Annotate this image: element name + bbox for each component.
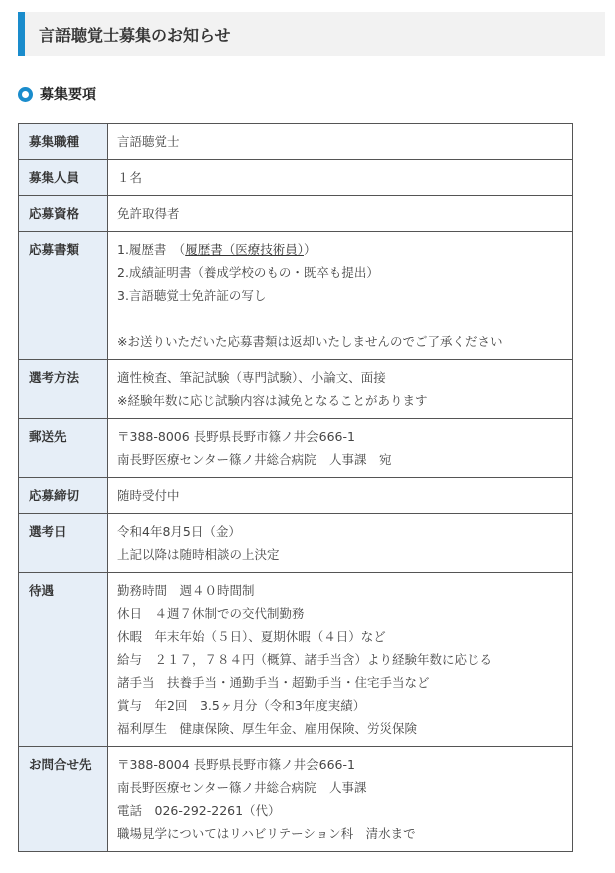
ring-icon — [18, 87, 33, 102]
row-value-selection-date — [108, 514, 573, 573]
row-label-deadline: 応募締切 — [19, 478, 108, 514]
documents-line-1 — [117, 238, 564, 261]
contact-line-1: 〒388-8004 長野県長野市篠ノ井会666-1 — [117, 757, 355, 772]
table-row-count — [19, 160, 573, 196]
treatment-line-4: 給与 ２１７，７８４円（概算、諸手当含）より経験年数に応じる — [117, 652, 493, 667]
row-value-treatment — [108, 573, 573, 747]
row-label-contact: お問合せ先 — [19, 747, 108, 852]
documents-line-1-suffix: ） — [303, 242, 317, 257]
row-value-contact — [108, 747, 573, 852]
row-label-treatment: 待遇 — [19, 573, 108, 747]
resume-form-link[interactable]: 履歴書（医療技術員） — [185, 242, 304, 257]
section-heading-text: 募集要項 — [40, 87, 96, 103]
qualification-text: 免許取得者 — [117, 206, 180, 221]
table-row-job — [19, 124, 573, 160]
selection-date-line-2: 上記以降は随時相談の上決定 — [117, 547, 280, 562]
row-label-documents: 応募書類 — [19, 232, 108, 360]
table-row-selection-method — [19, 360, 573, 419]
mail-to-line-1: 〒388-8006 長野県長野市篠ノ井会666-1 — [117, 429, 355, 444]
treatment-line-3: 休暇 年末年始（５日）、夏期休暇（４日）など — [117, 629, 386, 644]
selection-method-line-2: ※経験年数に応じ試験内容は減免となることがあります — [117, 393, 428, 408]
row-label-job: 募集職種 — [19, 124, 108, 160]
page-title-text: 言語聴覚士募集のお知らせ — [39, 25, 231, 45]
job-title-text: 言語聴覚士 — [117, 134, 180, 149]
row-value-documents — [108, 232, 573, 360]
row-label-count: 募集人員 — [19, 160, 108, 196]
contact-line-3: 電話 026-292-2261（代） — [117, 803, 281, 818]
row-value-mail-to — [108, 419, 573, 478]
documents-note: ※お送りいただいた応募書類は返却いたしませんのでご了承ください — [117, 334, 503, 349]
contact-line-4: 職場見学についてはリハビリテーション科 清水まで — [117, 826, 416, 841]
count-text: １名 — [117, 170, 143, 185]
recruitment-table — [18, 123, 573, 852]
mail-to-line-2: 南長野医療センター篠ノ井総合病院 人事課 宛 — [117, 452, 392, 467]
row-value-selection-method — [108, 360, 573, 419]
row-value-count — [108, 160, 573, 196]
documents-line-2: 2.成績証明書（養成学校のもの・既卒も提出） — [117, 265, 379, 280]
table-row-mail-to — [19, 419, 573, 478]
row-value-qualification — [108, 196, 573, 232]
treatment-line-7: 福利厚生 健康保険、厚生年金、雇用保険、労災保険 — [117, 721, 418, 736]
row-label-selection-date: 選考日 — [19, 514, 108, 573]
table-row-contact — [19, 747, 573, 852]
row-label-selection-method: 選考方法 — [19, 360, 108, 419]
documents-spacer — [117, 307, 564, 330]
row-value-job — [108, 124, 573, 160]
table-row-qualification — [19, 196, 573, 232]
section-heading — [18, 84, 96, 104]
selection-date-line-1: 令和4年8月5日（金） — [117, 524, 241, 539]
table-row-documents — [19, 232, 573, 360]
selection-method-line-1: 適性検査、筆記試験（専門試験）、小論文、面接 — [117, 370, 386, 385]
treatment-line-6: 賞与 年2回 3.5ヶ月分（令和3年度実績） — [117, 698, 366, 713]
page-title — [18, 12, 605, 56]
row-label-mail-to: 郵送先 — [19, 419, 108, 478]
table-row-deadline — [19, 478, 573, 514]
treatment-line-5: 諸手当 扶養手当・通勤手当・超勤手当・住宅手当など — [117, 675, 430, 690]
row-value-deadline — [108, 478, 573, 514]
table-row-selection-date — [19, 514, 573, 573]
documents-line-1-prefix: 1.履歴書 （ — [117, 242, 186, 257]
treatment-line-2: 休日 ４週７休制での交代制勤務 — [117, 606, 305, 621]
row-label-qualification: 応募資格 — [19, 196, 108, 232]
treatment-line-1: 勤務時間 週４０時間制 — [117, 583, 255, 598]
documents-line-3: 3.言語聴覚士免許証の写し — [117, 288, 267, 303]
contact-line-2: 南長野医療センター篠ノ井総合病院 人事課 — [117, 780, 367, 795]
table-row-treatment — [19, 573, 573, 747]
deadline-text: 随時受付中 — [117, 488, 180, 503]
